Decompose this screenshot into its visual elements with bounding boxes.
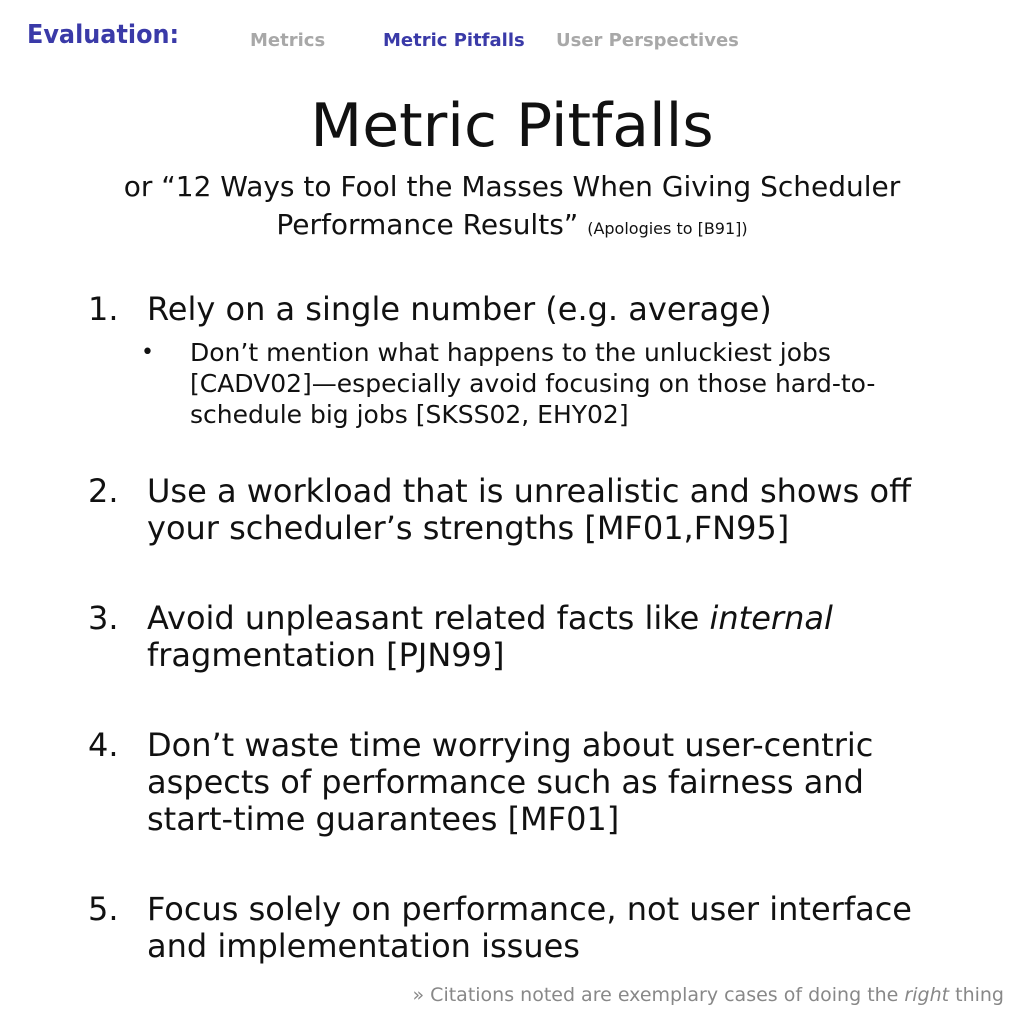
item-number: 3. <box>88 599 119 637</box>
sub-item-text: Don’t mention what happens to the unluckiest jobs [CADV02]—especially avoid focusing on those hard-to-schedule big jobs [SKSS02, EHY02] <box>190 338 876 429</box>
item-number: 1. <box>88 290 119 328</box>
footer-text-emphasis: right <box>904 984 950 1006</box>
section-title: Evaluation: <box>27 20 180 50</box>
item-text: Focus solely on performance, not user interface and implementation issues <box>147 890 912 965</box>
footer-text-end: thing <box>949 984 1004 1006</box>
slide-title: Metric Pitfalls <box>310 91 714 161</box>
item-text <box>147 600 927 674</box>
slide-subtitle <box>80 168 944 248</box>
item-number: 4. <box>88 726 119 764</box>
footer-text-start: » Citations noted are exemplary cases of doing the <box>412 984 905 1006</box>
subtitle-text: or “12 Ways to Fool the Masses When Giving Scheduler Performance Results” <box>123 170 901 241</box>
item-text-start: Avoid unpleasant related facts like <box>147 599 710 637</box>
item-text: Use a workload that is unrealistic and shows off your scheduler’s strengths [MF01,FN95] <box>147 472 912 547</box>
item-text-end: fragmentation [PJN99] <box>147 636 505 674</box>
item-number: 5. <box>88 890 119 928</box>
bullet-icon: • <box>141 340 154 365</box>
nav-tab-metrics[interactable]: Metrics <box>250 30 326 51</box>
nav-tab-metric-pitfalls[interactable]: Metric Pitfalls <box>383 30 525 51</box>
subtitle-note: (Apologies to [B91]) <box>587 219 748 238</box>
footer-note <box>413 984 1004 1006</box>
top-navigation <box>0 0 1024 70</box>
item-text-emphasis: internal <box>709 599 833 637</box>
item-text: Don’t waste time worrying about user-centric aspects of performance such as fairness and start-time guarantees [MF01] <box>147 726 874 838</box>
item-text: Rely on a single number (e.g. average) <box>147 290 772 328</box>
nav-tab-user-perspectives[interactable]: User Perspectives <box>556 30 739 51</box>
item-number: 2. <box>88 472 119 510</box>
